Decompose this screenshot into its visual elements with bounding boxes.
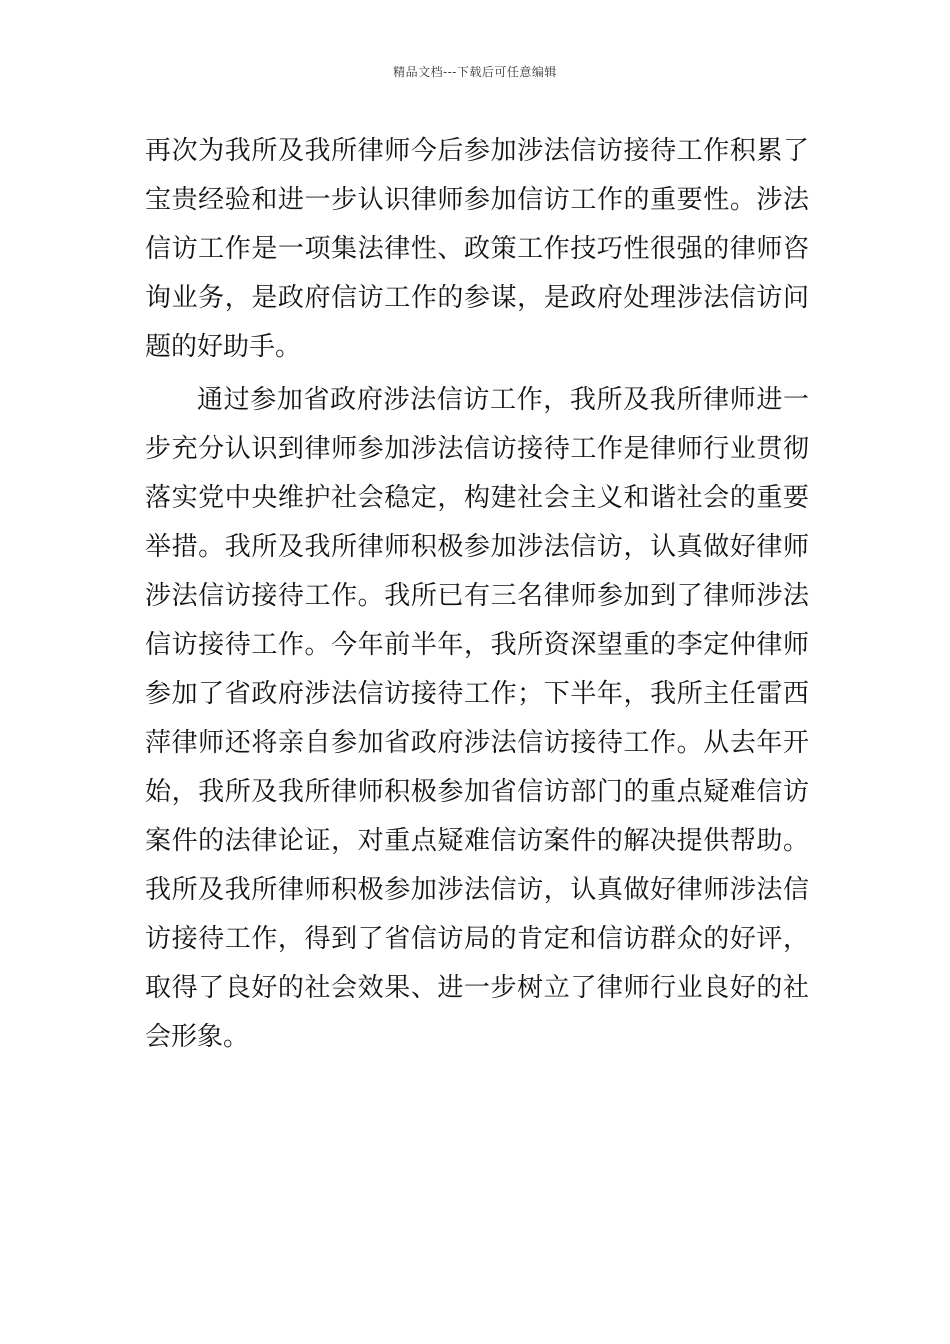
text-line: 询业务，是政府信访工作的参谋，是政府处理涉法信访问 xyxy=(145,283,809,313)
paragraph xyxy=(145,376,809,1062)
text-line: 举措。我所及我所律师积极参加涉法信访，认真做好律师 xyxy=(145,532,809,562)
document-body xyxy=(145,127,809,1062)
text-line: 题的好助手。 xyxy=(145,332,302,362)
text-line: 取得了良好的社会效果、进一步树立了律师行业良好的社 xyxy=(145,973,809,1003)
text-line: 宝贵经验和进一步认识律师参加信访工作的重要性。涉法 xyxy=(145,185,809,215)
text-line: 信访接待工作。今年前半年，我所资深望重的李定仲律师 xyxy=(145,630,809,660)
text-line: 萍律师还将亲自参加省政府涉法信访接待工作。从去年开 xyxy=(145,728,809,758)
text-line: 再次为我所及我所律师今后参加涉法信访接待工作积累了 xyxy=(145,136,809,166)
text-line: 始，我所及我所律师积极参加省信访部门的重点疑难信访 xyxy=(145,777,809,807)
text-line: 通过参加省政府涉法信访工作，我所及我所律师进一 xyxy=(197,385,809,415)
text-line: 案件的法律论证，对重点疑难信访案件的解决提供帮助。 xyxy=(145,826,809,856)
text-line: 落实党中央维护社会稳定，构建社会主义和谐社会的重要 xyxy=(145,483,809,513)
paragraph xyxy=(145,127,809,372)
text-line: 步充分认识到律师参加涉法信访接待工作是律师行业贯彻 xyxy=(145,434,809,464)
text-line: 涉法信访接待工作。我所已有三名律师参加到了律师涉法 xyxy=(145,581,809,611)
text-line: 访接待工作，得到了省信访局的肯定和信访群众的好评， xyxy=(145,924,809,954)
text-line: 信访工作是一项集法律性、政策工作技巧性很强的律师咨 xyxy=(145,234,809,264)
page-header: 精品文档---下载后可任意编辑 xyxy=(393,65,557,79)
text-line: 参加了省政府涉法信访接待工作；下半年，我所主任雷西 xyxy=(145,679,809,709)
text-line: 会形象。 xyxy=(145,1022,250,1052)
text-line: 我所及我所律师积极参加涉法信访，认真做好律师涉法信 xyxy=(145,875,809,905)
